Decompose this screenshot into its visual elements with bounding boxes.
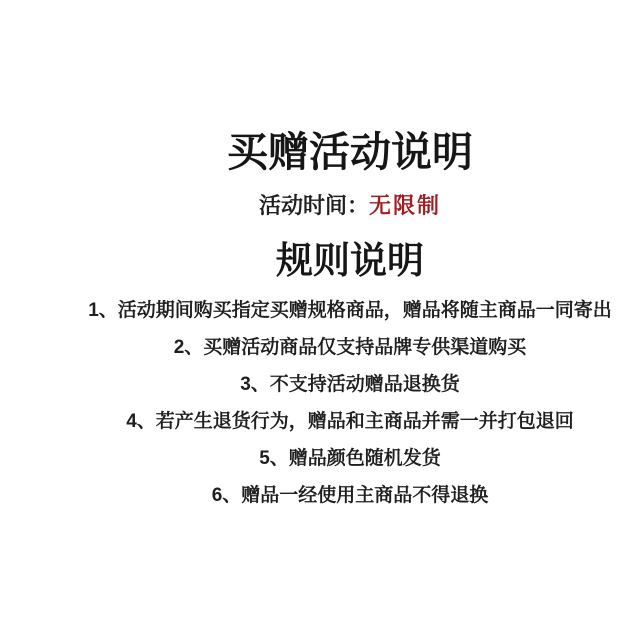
activity-time-label: 活动时间： — [258, 192, 369, 218]
page-title: 买赠活动说明 — [227, 129, 473, 175]
rule-item-6: 6、赠品一经使用主商品不得退换 — [211, 485, 489, 507]
rule-item-5: 5、赠品颜色随机发货 — [259, 448, 441, 470]
rule-item-4: 4、若产生退货行为，赠品和主商品并需一并打包退回 — [126, 411, 574, 433]
activity-time — [60, 193, 640, 219]
rules-list — [60, 292, 640, 514]
rule-item-1: 1、活动期间购买指定买赠规格商品，赠品将随主商品一同寄出 — [88, 300, 612, 322]
activity-time-value: 无限制 — [369, 192, 442, 218]
rule-item-2: 2、买赠活动商品仅支持品牌专供渠道购买 — [173, 337, 527, 359]
rule-item-3: 3、不支持活动赠品退换货 — [240, 374, 460, 396]
rules-heading: 规则说明 — [276, 240, 424, 282]
